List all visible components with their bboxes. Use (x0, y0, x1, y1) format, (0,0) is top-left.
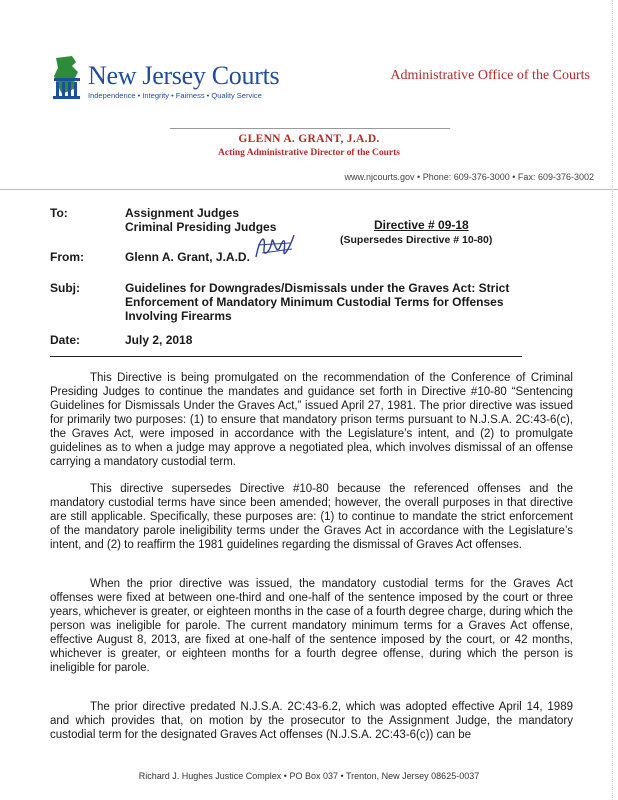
contact-line: www.njcourts.gov • Phone: 609-376-3000 • Fax: 609-376-3002 (344, 172, 594, 182)
contact-divider (0, 189, 618, 190)
memo-divider (50, 356, 522, 357)
directive-block (340, 218, 492, 246)
letterhead-divider (170, 128, 450, 129)
body-paragraph-1: This Directive is being promulgated on the recommendation of the Conference of Criminal Presiding Judges to continue the mandates and guidance set forth in Directive #10-80 “Sentencing Guidelines for Dismissals Under the Graves Act,” issued April 27, 1981. The prior directive was issued for primarily two purposes: (1) to ensure that mandatory prison terms pursuant to N.J.S.A. 2C:43-6(c), the Graves Act, were imposed in accordance with the Legislature’s intent, and (2) to promulgate guidelines as to when a judge may approve a negotiated plea, which involves dismissal of an offense carrying a mandatory custodial term. (50, 372, 573, 468)
subj-label: Subj: (50, 281, 80, 295)
director-name: GLENN A. GRANT, J.A.D. (238, 133, 380, 145)
supersedes-note: (Supersedes Directive # 10-80) (340, 234, 493, 246)
body-paragraph-3: When the prior directive was issued, the mandatory custodial terms for the Graves Act offenses were fixed at between one-third and one-half of the sentence imposed by the court or three years, whichever is greater, or eighteen months in the case of a fourth degree charge, during which the person was ineligible for parole. The current mandatory minimum terms for a Graves Act offense, effective August 8, 2013, are fixed at one-half of the sentence imposed by the court, or 42 months, whichever is greater, or eighteen months for a fourth degree offense, during which the person is ineligible for parole. (50, 578, 573, 674)
to-line-2: Criminal Presiding Judges (125, 220, 277, 234)
subj-value: Guidelines for Downgrades/Dismissals under the Graves Act: Strict Enforcement of Mandatory Minimum Custodial Terms for Offenses Involving Firearms (125, 281, 510, 323)
body-paragraph-2: This directive supersedes Directive #10-80 because the referenced offenses and the mandatory custodial terms have since been amended; however, the overall purposes in that directive are still applicable. Specifically, these purposes are: (1) to continue to mandate the strict enforcement of the mandatory parole ineligibility terms under the Graves Act in accordance with the Legislature’s intent, and (2) to reaffirm the 1981 guidelines regarding the dismissal of Graves Act offenses. (50, 483, 573, 551)
directive-number: Directive # 09-18 (374, 218, 469, 232)
nj-courts-logo (50, 54, 86, 104)
brand-name: New Jersey Courts (88, 61, 280, 90)
director-title: Acting Administrative Director of the Courts (218, 148, 400, 158)
scan-edge (612, 0, 618, 800)
from-value: Glenn A. Grant, J.A.D. (125, 250, 250, 264)
footer-address: Richard J. Hughes Justice Complex • PO Box 037 • Trenton, New Jersey 08625-0037 (138, 771, 480, 781)
to-label: To: (50, 206, 68, 220)
signature-initials (250, 227, 298, 267)
brand-block (88, 62, 279, 100)
from-label: From: (50, 250, 84, 264)
body-paragraph-4: The prior directive predated N.J.S.A. 2C:43-6.2, which was adopted effective April 14, 1989 and which provides that, on motion by the prosecutor to the Assignment Judge, the mandatory custodial term for the designated Graves Act offenses (N.J.S.A. 2C:43-6(c)) can be (50, 701, 573, 741)
brand-tagline: Independence • Integrity • Fairness • Quality Service (88, 91, 262, 100)
to-line-1: Assignment Judges (125, 206, 240, 220)
date-value: July 2, 2018 (125, 333, 193, 347)
date-label: Date: (50, 333, 81, 347)
office-title: Administrative Office of the Courts (390, 68, 590, 83)
